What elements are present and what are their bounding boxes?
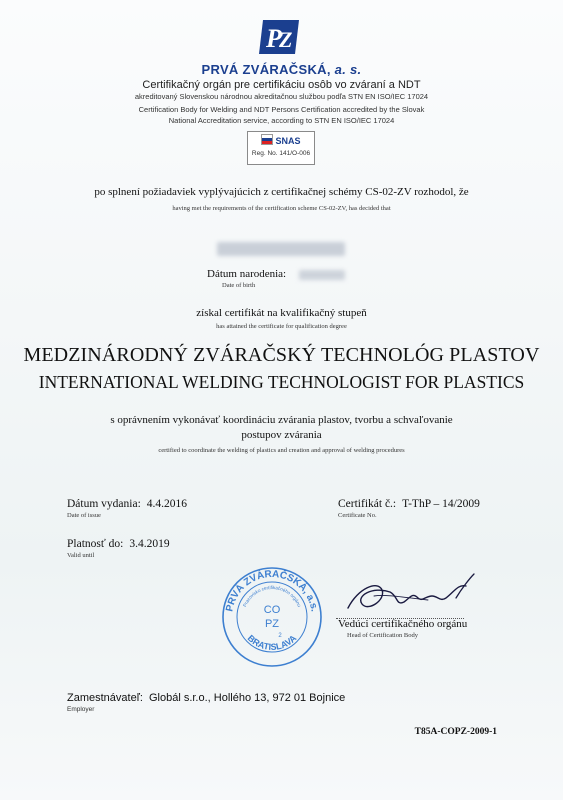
document-reference: T85A-COPZ-2009-1 [414, 727, 497, 737]
qualification-title-en: INTERNATIONAL WELDING TECHNOLOGIST FOR PLASTICS [38, 372, 525, 392]
certificate-number-value: T-ThP – 14/2009 [402, 498, 480, 510]
date-of-birth-label-en: Date of birth [222, 282, 256, 289]
svg-text:PZ: PZ [264, 618, 280, 630]
svg-text:PRVÁ ZVÁRAČSKÁ, a.s.: PRVÁ ZVÁRAČSKÁ, a.s. [224, 568, 320, 613]
slovak-flag-icon [261, 134, 273, 145]
certification-body-sk: Certifikačný orgán pre certifikáciu osôb vo zváraní a NDT [142, 79, 421, 91]
date-of-issue-label-en: Date of issue [67, 512, 101, 519]
certificate-number: Certifikát č.: T-ThP – 14/2009 [338, 498, 480, 510]
employer: Zamestnávateľ: Globál s.r.o., Hollého 13, 972 01 Bojnice [67, 692, 346, 704]
signatory-title-en: Head of Certification Body [347, 632, 418, 639]
official-stamp [220, 565, 324, 669]
svg-text:Z: Z [279, 27, 293, 52]
employer-label-en: Employer [67, 706, 95, 713]
date-of-issue: Dátum vydania: 4.4.2016 [67, 498, 188, 510]
authorization-en: certified to coordinate the welding of plastics and creation and approval of welding procedures [158, 447, 405, 454]
qualification-title-sk: MEDZINÁRODNÝ ZVÁRAČSKÝ TECHNOLÓG PLASTOV [23, 344, 540, 366]
snas-reg-number: Reg. No. 141/O-006 [251, 150, 311, 157]
redacted-holder-name [217, 242, 345, 256]
svg-text:Pracovisko certifikačného orgá: Pracovisko certifikačného orgánu [242, 584, 302, 608]
svg-text:2: 2 [278, 633, 282, 639]
svg-text:BRATISLAVA: BRATISLAVA [245, 632, 299, 653]
date-of-birth-label: Dátum narodenia: [207, 268, 287, 280]
authorization-sk: s oprávnením vykonávať koordináciu zvárania plastov, tvorbu a schvaľovanie postupov zvárania [110, 414, 453, 441]
decision-statement-sk: po splnení požiadaviek vyplývajúcich z certifikačnej schémy CS-02-ZV rozhodol, že [94, 186, 469, 198]
valid-until-label-en: Valid until [67, 552, 95, 559]
company-logo-icon [257, 18, 301, 56]
svg-text:CO: CO [263, 604, 281, 616]
accreditation-sk: akreditovaný Slovenskou národnou akreditačnou službou podľa STN EN ISO/IEC 17024 [134, 92, 429, 101]
certificate-number-label-en: Certificate No. [338, 512, 377, 519]
obtained-statement-sk: získal certifikát na kvalifikačný stupeň [196, 307, 367, 319]
valid-until: Platnosť do: 3.4.2019 [67, 538, 170, 550]
decision-statement-en: having met the requirements of the certification scheme CS-02-ZV, has decided that [172, 205, 391, 212]
svg-text:P: P [266, 24, 282, 53]
organization-name: PRVÁ ZVÁRAČSKÁ, a. s. [201, 62, 362, 77]
valid-until-value: 3.4.2019 [129, 538, 170, 550]
date-of-issue-value: 4.4.2016 [146, 498, 188, 510]
obtained-statement-en: has attained the certificate for qualification degree [216, 323, 347, 330]
signatory-title-sk: Vedúci certifikačného orgánu [338, 618, 468, 630]
redacted-date-of-birth [299, 270, 345, 280]
handwritten-signature [338, 568, 488, 620]
snas-accreditation-mark: SNAS Reg. No. 141/O-006 [247, 131, 315, 165]
employer-value: Globál s.r.o., Hollého 13, 972 01 Bojnice [148, 692, 346, 704]
certification-body-en: Certification Body for Welding and NDT Persons Certification accredited by the Slovak National Accreditation service, according to STN EN ISO/IEC 17024 [138, 105, 425, 125]
